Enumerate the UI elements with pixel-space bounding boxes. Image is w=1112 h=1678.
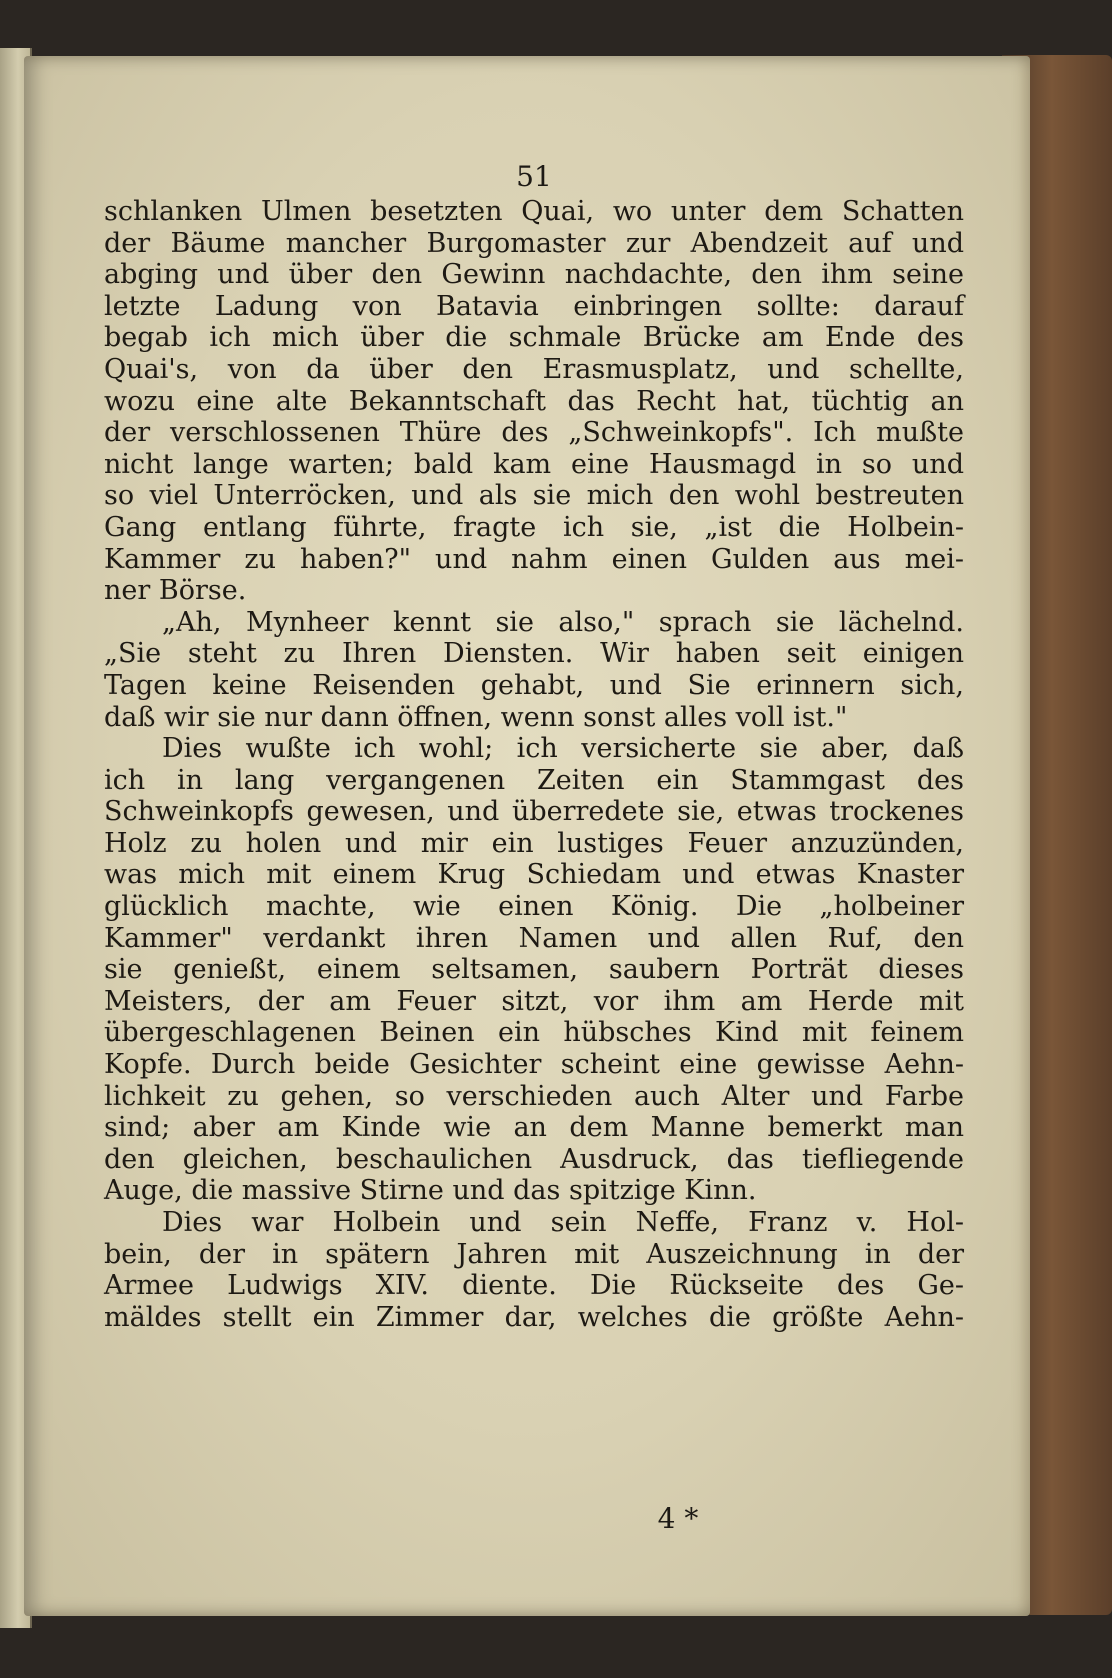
text-line: Kammer" verdankt ihren Namen und allen Ruf, den [104, 922, 964, 954]
text-line: „Sie steht zu Ihren Diensten. Wir haben seit einigen [104, 638, 964, 670]
text-line: ich in lang vergangenen Zeiten ein Stammgast des [104, 764, 964, 796]
text-line: schlanken Ulmen besetzten Quai, wo unter dem Schatten [104, 196, 964, 227]
text-line: den gleichen, beschaulichen Ausdruck, das tiefliegende [104, 1143, 964, 1175]
body-text [104, 196, 964, 1333]
text-line: wozu eine alte Bekanntschaft das Recht hat, tüchtig an [104, 385, 964, 417]
text-line: Kopfe. Durch beide Gesichter scheint eine gewisse Aehn- [104, 1049, 964, 1081]
text-line: begab ich mich über die schmale Brücke am Ende des [104, 322, 964, 354]
text-line: Gang entlang führte, fragte ich sie, „ist die Holbein- [104, 511, 964, 543]
text-line: der Bäume mancher Burgomaster zur Abendzeit auf und [104, 227, 964, 259]
text-line: Kammer zu haben?" und nahm einen Gulden aus mei- [104, 543, 964, 575]
signature-mark: 4 * [657, 1502, 699, 1535]
page-number: 51 [516, 160, 552, 193]
text-line: daß wir sie nur dann öffnen, wenn sonst alles voll ist." [104, 701, 848, 733]
text-line: letzte Ladung von Batavia einbringen sollte: darauf [104, 290, 964, 322]
text-line: der verschlossenen Thüre des „Schweinkopfs". Ich mußte [104, 417, 964, 449]
text-line: bein, der in spätern Jahren mit Auszeichnung in der [104, 1238, 964, 1270]
text-line: übergeschlagenen Beinen ein hübsches Kind mit feinem [104, 1017, 964, 1049]
text-line: „Ah, Mynheer kennt sie also," sprach sie lächelnd. [162, 606, 964, 638]
text-line: abging und über den Gewinn nachdachte, den ihm seine [104, 259, 964, 291]
text-line: sie genießt, einem seltsamen, saubern Porträt dieses [104, 954, 964, 986]
text-line: Schweinkopfs gewesen, und überredete sie, etwas trockenes [104, 796, 964, 828]
text-line: Tagen keine Reisenden gehabt, und Sie erinnern sich, [104, 669, 964, 701]
text-line: glücklich machte, wie einen König. Die „holbeiner [104, 891, 964, 923]
text-line: so viel Unterröcken, und als sie mich den wohl bestreuten [104, 480, 964, 512]
text-line: Meisters, der am Feuer sitzt, vor ihm am Herde mit [104, 985, 964, 1017]
text-line: was mich mit einem Krug Schiedam und etwas Knaster [104, 859, 964, 891]
text-line: Dies wußte ich wohl; ich versicherte sie aber, daß [162, 733, 964, 765]
text-line: Quai's, von da über den Erasmusplatz, und schellte, [104, 353, 964, 385]
text-line: nicht lange warten; bald kam eine Hausmagd in so und [104, 448, 964, 480]
text-line: lichkeit zu gehen, so verschieden auch Alter und Farbe [104, 1080, 964, 1112]
text-line: sind; aber am Kinde wie an dem Manne bemerkt man [104, 1112, 964, 1144]
text-line: Dies war Holbein und sein Neffe, Franz v. Hol- [162, 1207, 964, 1238]
text-line: Holz zu holen und mir ein lustiges Feuer anzuzünden, [104, 827, 964, 859]
book-page [24, 56, 1030, 1616]
text-line: Armee Ludwigs XIV. diente. Die Rückseite des Ge- [104, 1270, 964, 1302]
text-line: ner Börse. [104, 575, 247, 607]
text-line: mäldes stellt ein Zimmer dar, welches die größte Aehn- [104, 1301, 964, 1333]
text-line: Auge, die massive Stirne und das spitzige Kinn. [104, 1175, 757, 1207]
